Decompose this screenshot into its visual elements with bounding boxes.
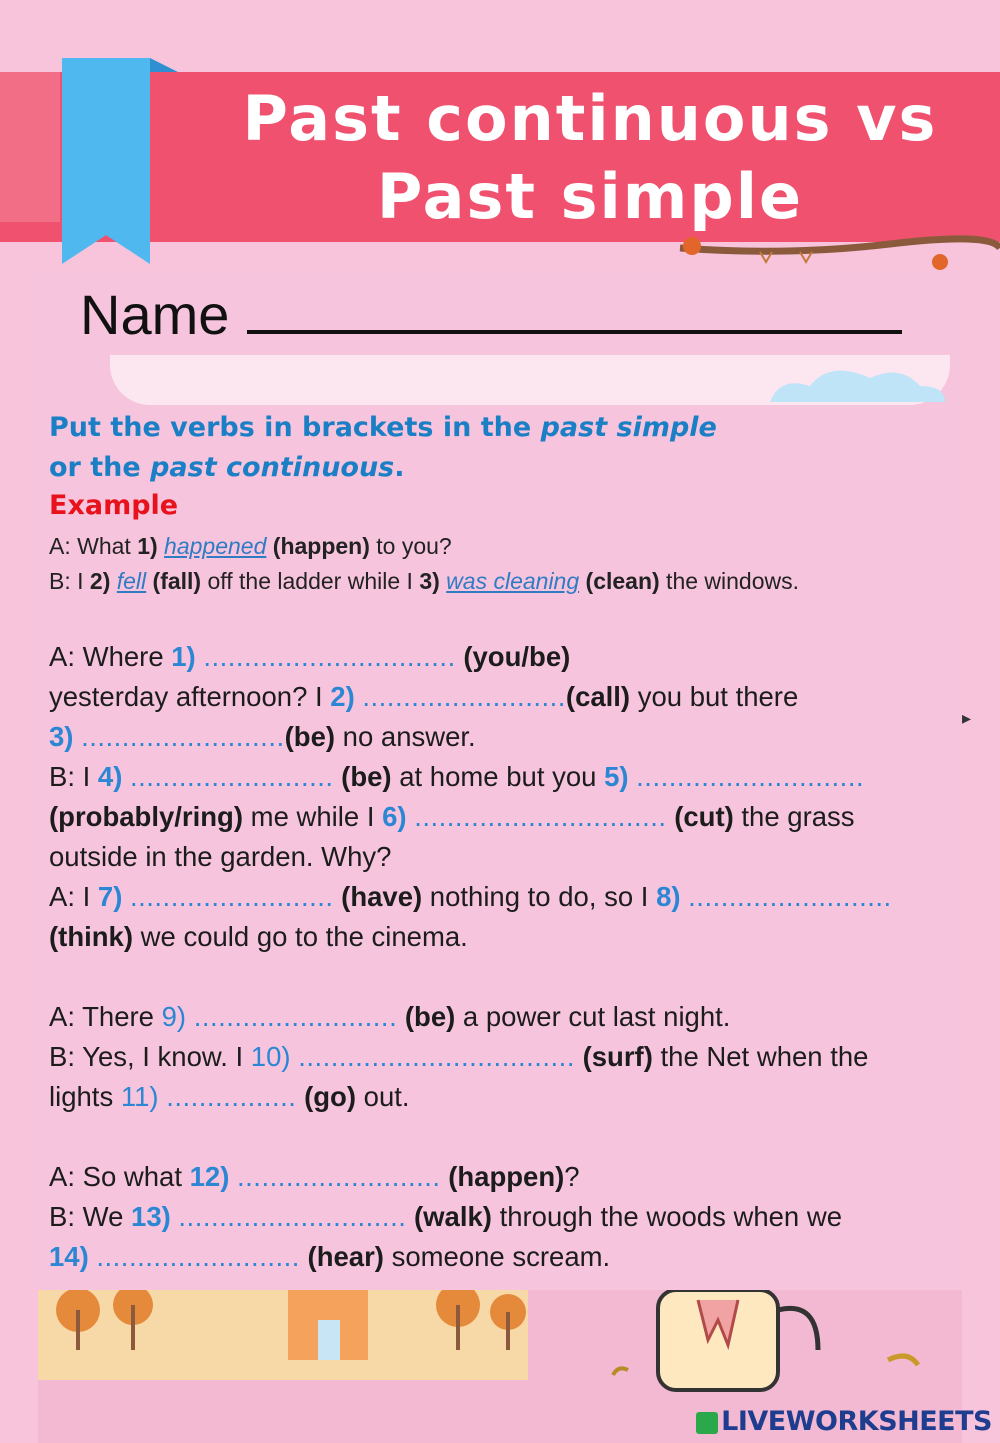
- blank-7[interactable]: .........................: [130, 881, 334, 912]
- example-line-b: [49, 568, 799, 595]
- name-row: [80, 282, 940, 352]
- ex-b-answer-2: fell: [116, 568, 147, 594]
- q12-number: 12): [189, 1161, 230, 1192]
- q4-post: at home but you: [391, 761, 605, 792]
- blank-11[interactable]: ................: [166, 1081, 297, 1112]
- banner-stripe: [0, 72, 60, 222]
- ex-a-number: 1): [137, 533, 158, 559]
- exercise-block-3: [49, 1157, 959, 1277]
- ex-b-prefix: B: I: [49, 568, 90, 594]
- name-input-line[interactable]: [247, 288, 902, 334]
- q12-post: ?: [564, 1161, 580, 1192]
- q1-pre: A: Where: [49, 641, 172, 672]
- q12-pre: A: So what: [49, 1161, 190, 1192]
- q5-verb: (probably/ring): [49, 801, 244, 832]
- blank-10[interactable]: ..................................: [298, 1041, 575, 1072]
- q9-pre: A: There: [49, 1001, 162, 1032]
- name-label: Name: [80, 283, 230, 346]
- instructions: [49, 408, 949, 488]
- blank-1[interactable]: ...............................: [203, 641, 456, 672]
- blank-5[interactable]: ............................: [636, 761, 865, 792]
- q5-post: me while I: [243, 801, 383, 832]
- q6-line: outside in the garden. Why?: [49, 841, 392, 872]
- q12-verb: (happen): [448, 1161, 565, 1192]
- logo-text: LIVEWORKSHEETS: [721, 1406, 992, 1437]
- blank-2[interactable]: .........................: [362, 681, 566, 712]
- instr-em-2: past continuous: [150, 452, 395, 483]
- q5-number: 5): [604, 761, 629, 792]
- q1-verb: (you/be): [463, 641, 571, 672]
- title-line-2: Past simple: [376, 160, 804, 233]
- ex-b-verb-2: (fall): [152, 568, 202, 594]
- cloud-icon: [760, 356, 950, 404]
- q6-post: the grass: [733, 801, 855, 832]
- exercise-block-2: [49, 997, 959, 1117]
- q7-number: 7): [97, 881, 123, 912]
- blank-6[interactable]: ...............................: [414, 801, 667, 832]
- q3-post: no answer.: [335, 721, 476, 752]
- q9-post: a power cut last night.: [455, 1001, 731, 1032]
- q11-pre: lights: [49, 1081, 121, 1112]
- q2-pre: yesterday afternoon? I: [49, 681, 331, 712]
- ex-a-prefix: A: What: [49, 533, 138, 559]
- blank-4[interactable]: .........................: [130, 761, 334, 792]
- q10-pre: B: Yes, I know. I: [49, 1041, 251, 1072]
- ex-b-number-3: 3): [419, 568, 440, 594]
- instr-em-1: past simple: [540, 412, 717, 443]
- ex-b-answer-3: was cleaning: [446, 568, 580, 594]
- blank-3[interactable]: .........................: [81, 721, 285, 752]
- blank-8[interactable]: .........................: [688, 881, 892, 912]
- liveworksheets-logo[interactable]: [696, 1406, 992, 1437]
- q10-post: the Net when the: [652, 1041, 869, 1072]
- q14-post: someone scream.: [383, 1241, 611, 1272]
- q13-post: through the woods when we: [491, 1201, 843, 1232]
- ex-b-verb-3: (clean): [585, 568, 660, 594]
- q3-verb: (be): [284, 721, 336, 752]
- ex-b-mid: off the ladder while I: [201, 568, 420, 594]
- q9-number: 9): [161, 1001, 187, 1032]
- q8-post: we could go to the cinema.: [133, 921, 468, 952]
- ribbon-fold: [150, 58, 178, 72]
- ex-a-verb: (happen): [272, 533, 370, 559]
- q13-verb: (walk): [414, 1201, 492, 1232]
- q13-number: 13): [131, 1201, 171, 1232]
- blank-9[interactable]: .........................: [193, 1001, 398, 1032]
- example-line-a: [49, 533, 452, 560]
- q1-number: 1): [171, 641, 196, 672]
- q8-verb: (think): [49, 921, 134, 952]
- q6-verb: (cut): [674, 801, 734, 832]
- blank-13[interactable]: ............................: [178, 1201, 407, 1232]
- q14-number: 14): [49, 1241, 89, 1272]
- example-label: Example: [49, 490, 179, 521]
- q4-number: 4): [97, 761, 123, 792]
- q8-number: 8): [656, 881, 681, 912]
- q11-verb: (go): [304, 1081, 357, 1112]
- q7-verb: (have): [341, 881, 423, 912]
- q9-verb: (be): [404, 1001, 456, 1032]
- ex-a-suffix: to you?: [369, 533, 452, 559]
- q13-pre: B: We: [49, 1201, 132, 1232]
- q14-verb: (hear): [307, 1241, 384, 1272]
- q7-pre: A: I: [49, 881, 98, 912]
- q10-verb: (surf): [582, 1041, 653, 1072]
- instr-text-1: Put the verbs in brackets in the: [49, 412, 541, 443]
- instr-text-3: .: [394, 452, 405, 483]
- instr-text-2: or the: [49, 452, 151, 483]
- q3-number: 3): [49, 721, 74, 752]
- q2-verb: (call): [565, 681, 631, 712]
- ex-b-number-2: 2): [89, 568, 111, 594]
- arrow-mark-icon: ▸: [962, 708, 972, 728]
- q11-number: 11): [120, 1081, 159, 1112]
- q7-post: nothing to do, so I: [422, 881, 657, 912]
- q6-number: 6): [382, 801, 407, 832]
- bookmark-ribbon-icon: [62, 58, 150, 264]
- title-line-1: Past continuous vs: [242, 82, 938, 155]
- page-title: [180, 80, 1000, 236]
- q11-post: out.: [356, 1081, 410, 1112]
- blank-12[interactable]: .........................: [237, 1161, 441, 1192]
- q2-number: 2): [330, 681, 355, 712]
- exercise-block-1: [49, 637, 959, 957]
- blank-14[interactable]: .........................: [96, 1241, 300, 1272]
- q2-post: you but there: [630, 681, 799, 712]
- liveworksheets-logo-icon: [696, 1412, 718, 1434]
- q10-number: 10): [250, 1041, 291, 1072]
- ex-a-answer: happened: [164, 533, 267, 559]
- q4-pre: B: I: [49, 761, 98, 792]
- ex-b-suffix: the windows.: [659, 568, 800, 594]
- q4-verb: (be): [341, 761, 392, 792]
